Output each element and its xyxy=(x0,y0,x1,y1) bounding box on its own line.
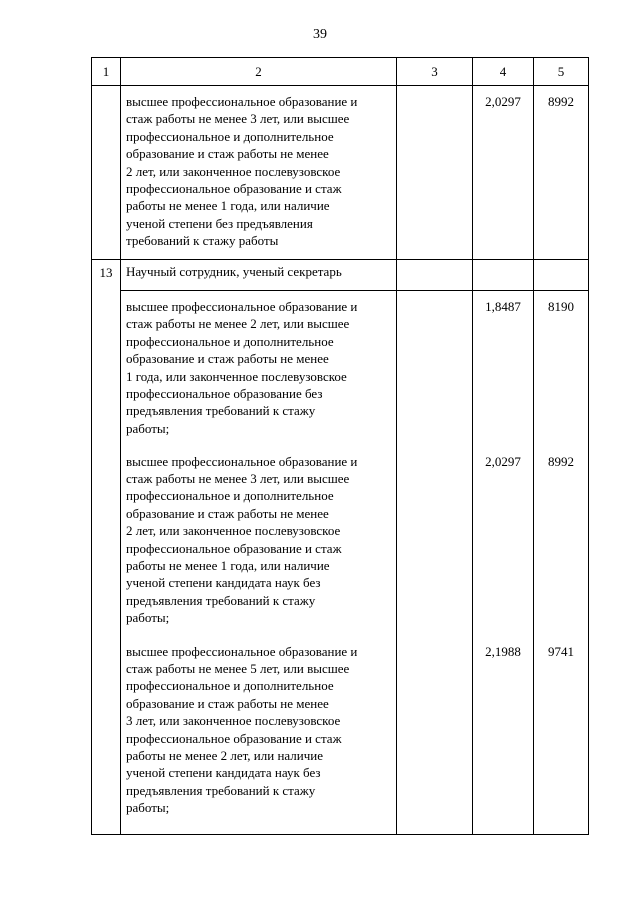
row-salary: 8992 xyxy=(534,445,589,635)
description-text: высшее профессиональное образование и стаж работы не менее 2 лет, или высшее профессиональное и дополнительное образование и стаж работы не менее 1 года, или законченное послевузовское профессиональное образование без предъявления требований к стажу работы; xyxy=(126,299,358,436)
row-col3 xyxy=(397,445,473,635)
table-row xyxy=(92,635,589,835)
row-number xyxy=(92,86,121,260)
row-col3 xyxy=(397,86,473,260)
title-col3 xyxy=(397,260,473,291)
table-header-row xyxy=(92,58,589,86)
description-text: высшее профессиональное образование и стаж работы не менее 3 лет, или высшее профессиональное и дополнительное образование и стаж работы не менее 2 лет, или законченное послевузовское профессиональное образование и стаж работы не менее 1 года, или наличие ученой степени кандидата наук без предъявления требований к стажу работы; xyxy=(126,453,358,626)
row-coefficient: 2,0297 xyxy=(473,445,534,635)
salary-table xyxy=(91,57,589,835)
header-col-1: 1 xyxy=(92,58,121,86)
table-row xyxy=(92,86,589,260)
header-col-4: 4 xyxy=(473,58,534,86)
row-description xyxy=(121,86,397,260)
header-col-3: 3 xyxy=(397,58,473,86)
title-col5 xyxy=(534,260,589,291)
position-title: Научный сотрудник, ученый секретарь xyxy=(121,260,397,291)
row-coefficient: 2,1988 xyxy=(473,635,534,835)
table-row xyxy=(92,291,589,445)
title-col4 xyxy=(473,260,534,291)
page-number: 39 xyxy=(313,27,327,42)
row-coefficient: 2,0297 xyxy=(473,86,534,260)
description-text: высшее профессиональное образование и стаж работы не менее 3 лет, или высшее профессиональное и дополнительное образование и стаж работы не менее 2 лет, или законченное послевузовское профессиональное образование и стаж работы не менее 1 года, или наличие ученой степени без предъявления требований к стажу работы xyxy=(126,94,358,249)
header-col-5: 5 xyxy=(534,58,589,86)
description-text: высшее профессиональное образование и стаж работы не менее 5 лет, или высшее профессиональное и дополнительное образование и стаж работы не менее 3 лет, или законченное послевузовское профессиональное образование и стаж работы не менее 2 лет, или наличие ученой степени кандидата наук без предъявления требований к стажу работы; xyxy=(126,643,358,816)
row-coefficient: 1,8487 xyxy=(473,291,534,445)
row-description xyxy=(121,635,397,835)
table-row-13-title xyxy=(92,260,589,291)
row-salary: 8190 xyxy=(534,291,589,445)
header-col-2: 2 xyxy=(121,58,397,86)
row-col3 xyxy=(397,635,473,835)
table-row xyxy=(92,445,589,635)
row-description xyxy=(121,445,397,635)
row-description xyxy=(121,291,397,445)
row-salary: 9741 xyxy=(534,635,589,835)
row-salary: 8992 xyxy=(534,86,589,260)
row-col3 xyxy=(397,291,473,445)
row-number-13: 13 xyxy=(92,260,121,835)
